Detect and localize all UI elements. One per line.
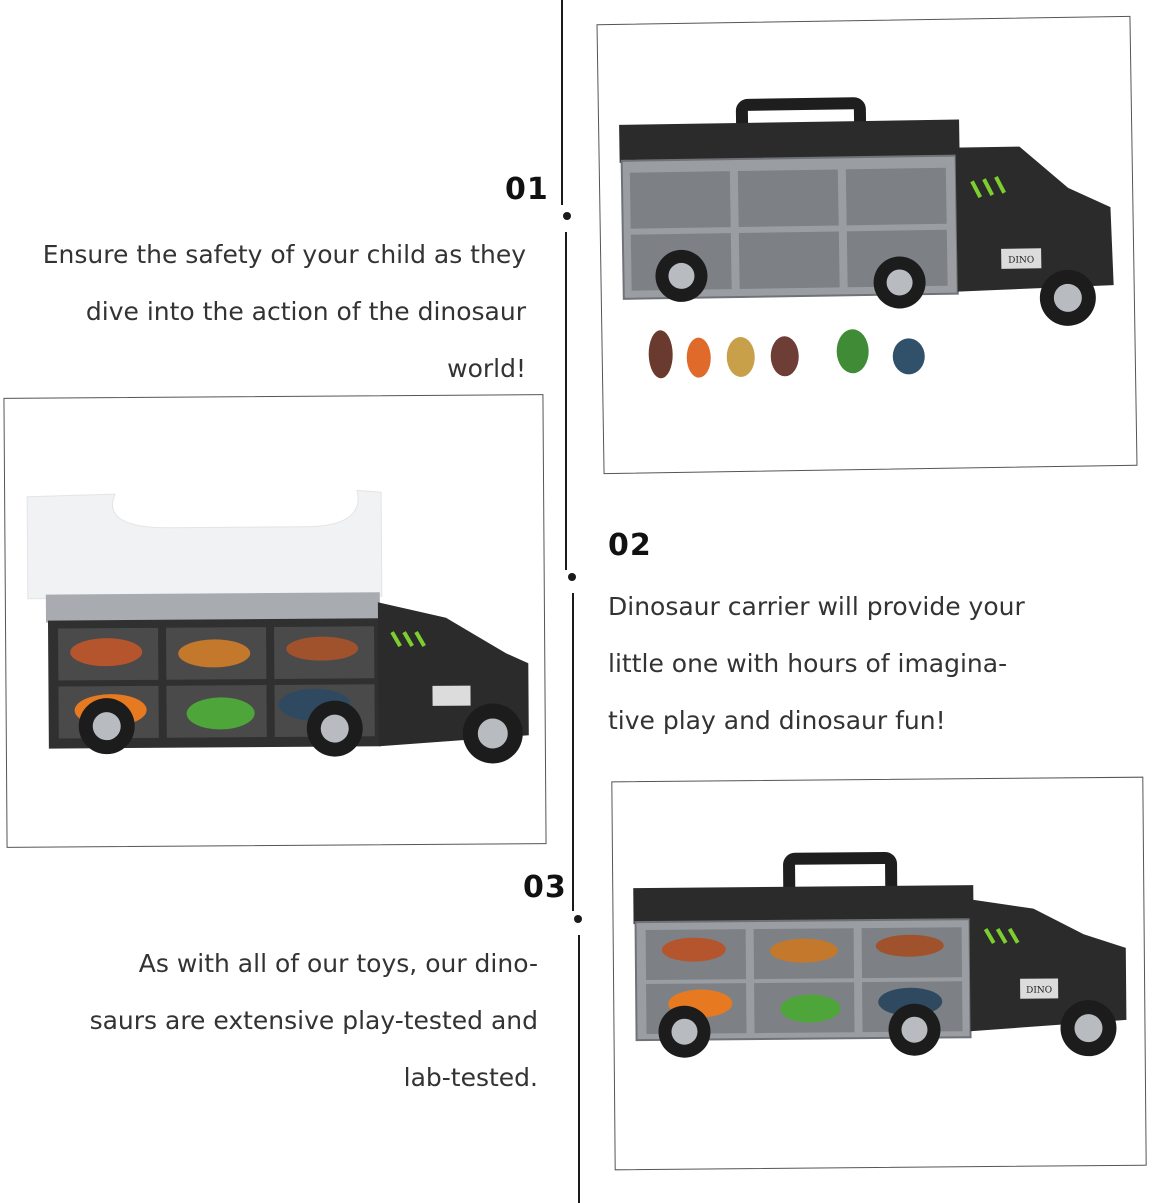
timeline-line-bottom xyxy=(578,935,580,1203)
step-text-01-line-3: world! xyxy=(447,354,526,383)
timeline-dot-1 xyxy=(563,212,571,220)
step-number-01: 01 xyxy=(505,172,549,207)
truck-open-lid-photo xyxy=(3,394,546,848)
timeline-dot-3 xyxy=(574,915,582,923)
timeline-dot-2 xyxy=(568,573,576,581)
truck-illustration-1 xyxy=(598,17,1137,473)
step-text-03 xyxy=(20,935,538,1106)
step-text-03-line-2: saurs are extensive play-tested and xyxy=(89,1006,538,1035)
step-text-03-line-1: As with all of our toys, our dino- xyxy=(138,949,538,978)
truck-illustration-3 xyxy=(612,778,1145,1170)
step-text-03-line-3: lab-tested. xyxy=(403,1063,538,1092)
step-text-02-line-1: Dinosaur carrier will provide your xyxy=(608,592,1025,621)
step-number-03: 03 xyxy=(523,870,567,905)
truck-closed-with-handle-photo xyxy=(611,777,1146,1171)
truck-label-3: DINO xyxy=(1026,985,1053,996)
truck-illustration-2 xyxy=(4,395,545,847)
step-text-02 xyxy=(608,578,1128,749)
timeline-line-top xyxy=(561,0,563,205)
step-text-01-line-2: dive into the action of the dinosaur xyxy=(85,297,526,326)
step-text-02-line-3: tive play and dinosaur fun! xyxy=(608,706,946,735)
timeline-line-mid-2 xyxy=(572,593,574,911)
step-text-02-line-2: little one with hours of imagina- xyxy=(608,649,1008,678)
step-text-01 xyxy=(20,226,526,397)
timeline-line-mid-1 xyxy=(565,232,567,570)
truck-with-dinosaurs-outside-photo xyxy=(596,16,1137,474)
truck-label-1: DINO xyxy=(1008,255,1035,266)
step-text-01-line-1: Ensure the safety of your child as they xyxy=(42,240,526,269)
step-number-02: 02 xyxy=(608,528,652,563)
